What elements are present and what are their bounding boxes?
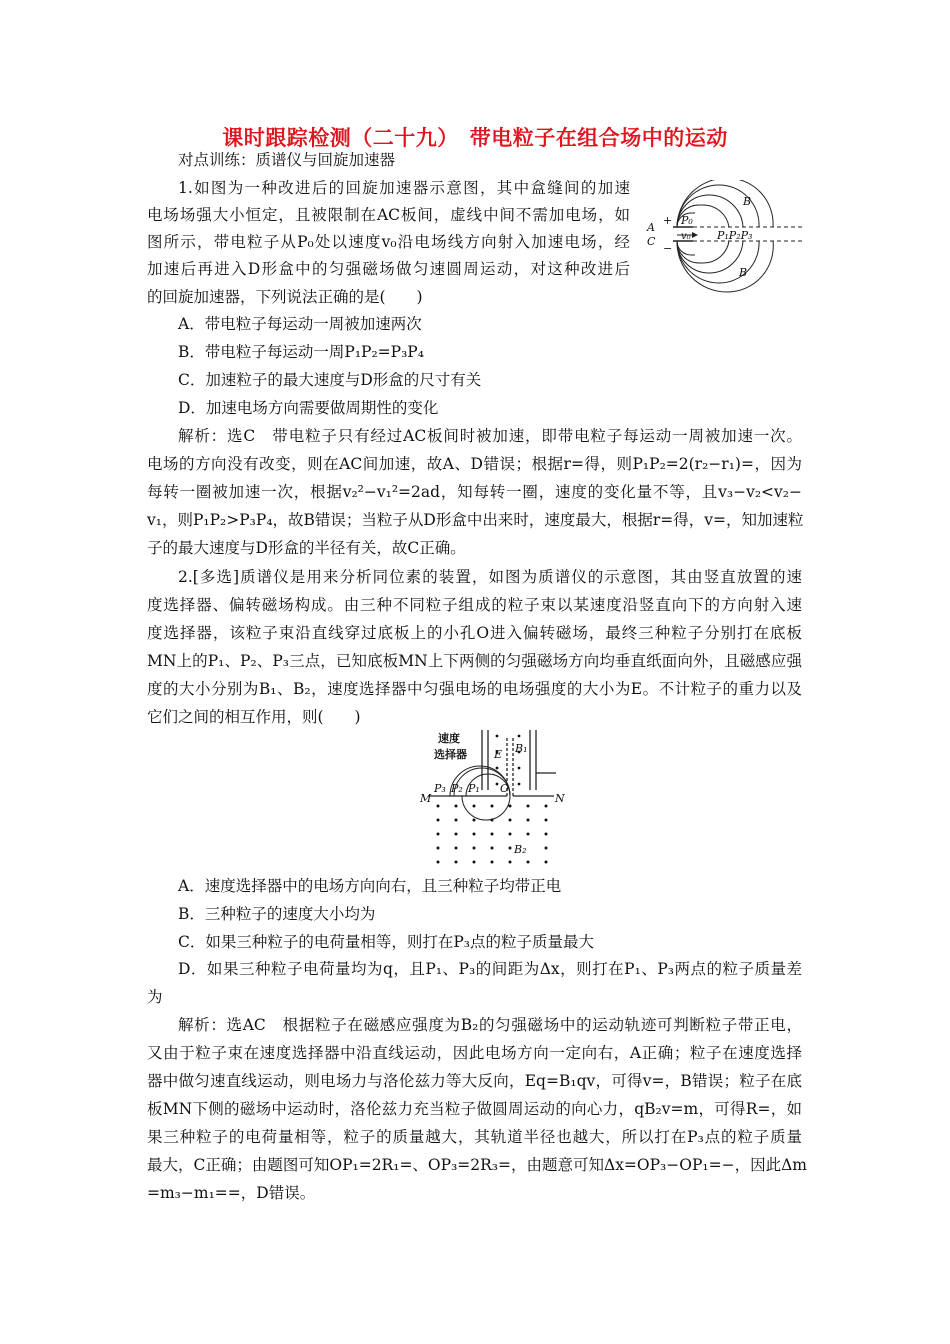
field-dot: [473, 819, 476, 822]
field-dot: [437, 847, 440, 850]
field-dot: [545, 861, 548, 864]
label-P2: P₂: [451, 782, 463, 795]
field-dot: [437, 833, 440, 836]
q2-analysis-7: =m₃−m₁==，D错误。: [147, 1184, 316, 1202]
q2-option-a: A．速度选择器中的电场方向向右，且三种粒子均带正电: [178, 877, 562, 895]
field-dot: [527, 861, 530, 864]
field-dot: [455, 833, 458, 836]
field-dot: [509, 861, 512, 864]
field-dot: [455, 805, 458, 808]
label-P1: P₁: [468, 782, 480, 795]
q1-analysis-5: 子的最大速度与D形盒的半径有关，故C正确。: [147, 539, 466, 557]
section-heading: 对点训练：质谱仪与回旋加速器: [178, 151, 396, 169]
q2-line-1: 2.[多选]质谱仪是用来分析同位素的装置，如图为质谱仪的示意图，其由竖直放置的速: [178, 568, 802, 586]
label-selector: 速度: [438, 732, 460, 745]
q1-analysis-1: 解析：选C 带电粒子只有经过AC板间时被加速，即带电粒子每运动一周被加速一次。: [178, 427, 802, 445]
q1-option-a: A．带电粒子每运动一周被加速两次: [178, 315, 422, 333]
q1-option-c: C．加速粒子的最大速度与D形盒的尺寸有关: [178, 371, 482, 389]
q1-line-5: 的回旋加速器，下列说法正确的是( ): [147, 288, 423, 306]
field-dot: [455, 861, 458, 864]
q1-option-d: D．加速电场方向需要做周期性的变化: [178, 399, 439, 417]
field-dot: [509, 847, 512, 850]
label-minus: −: [663, 242, 673, 255]
field-dot: [527, 819, 530, 822]
label-selector-2: 选择器: [434, 748, 467, 761]
field-dot: [509, 819, 512, 822]
label-plus: +: [663, 214, 673, 227]
field-dot: [437, 819, 440, 822]
page-title: 课时跟踪检测（二十九） 带电粒子在组合场中的运动: [222, 126, 728, 150]
mass-spectrometer-diagram: [418, 728, 578, 866]
label-C: C: [647, 235, 656, 248]
q2-option-c: C．如果三种粒子的电荷量相等，则打在P₃点的粒子质量最大: [178, 933, 595, 951]
field-dot: [509, 833, 512, 836]
field-dot: [473, 847, 476, 850]
field-dot: [545, 805, 548, 808]
q1-analysis-2: 电场的方向没有改变，则在AC间加速，故A、D错误；根据r=得，则P₁P₂=2(r₂−r₁)=，因为: [147, 455, 802, 473]
q2-option-d-cont: 为: [147, 988, 163, 1006]
label-E: E: [494, 748, 503, 761]
q1-line-3: 图所示，带电粒子从P₀处以速度v₀沿电场线方向射入加速电场，经: [147, 233, 630, 251]
cyclotron-diagram: [643, 180, 805, 298]
label-A: A: [647, 221, 655, 234]
field-dot: [509, 805, 512, 808]
field-dot: [527, 805, 530, 808]
q2-option-d: D．如果三种粒子电荷量均为q，且P₁、P₃的间距为Δx，则打在P₁、P₃两点的粒子质量差: [178, 960, 802, 978]
q2-line-4: MN上的P₁、P₂、P₃三点，已知底板MN上下两侧的匀强磁场方向均垂直纸面向外，且磁感应强: [147, 652, 802, 670]
label-P3: P₃: [434, 782, 446, 795]
field-dot: [437, 805, 440, 808]
q2-analysis-4: 板MN下侧的磁场中运动时，洛伦兹力充当粒子做圆周运动的向心力，qB₂v=m，可得R=，如: [147, 1100, 802, 1118]
q1-line-4: 加速后再进入D形盒中的匀强磁场做匀速圆周运动，对这种改进后: [147, 260, 630, 278]
field-dot: [545, 833, 548, 836]
label-O: O: [500, 782, 510, 795]
field-dot: [473, 805, 476, 808]
q1-line-1: 1.如图为一种改进后的回旋加速器示意图，其中盒缝间的加速: [178, 179, 630, 197]
field-dot: [473, 833, 476, 836]
q2-analysis-6: 最大，C正确；由题图可知OP₁=2R₁=、OP₃=2R₃=，由题意可知Δx=OP₃−OP₁=−，因此Δm: [147, 1156, 807, 1174]
field-dot: [545, 847, 548, 850]
field-dot: [491, 819, 494, 822]
label-B2: B₂: [514, 843, 527, 856]
field-dot: [527, 833, 530, 836]
label-B-top: B: [743, 195, 752, 208]
field-dot: [491, 805, 494, 808]
field-dot: [437, 861, 440, 864]
q2-line-2: 度选择器、偏转磁场构成。由三种不同粒子组成的粒子束以某速度沿竖直向下的方向射入速: [147, 596, 802, 614]
field-dot: [545, 819, 548, 822]
label-N: N: [555, 792, 565, 805]
field-dot: [491, 847, 494, 850]
q1-option-b: B．带电粒子每运动一周P₁P₂=P₃P₄: [178, 343, 424, 361]
field-dot: [455, 847, 458, 850]
field-dot: [455, 819, 458, 822]
label-v0: v₀: [681, 231, 691, 242]
q2-line-3: 度选择器，该粒子束沿直线穿过底板上的小孔O进入偏转磁场，最终三种粒子分别打在底板: [147, 624, 802, 642]
q2-analysis-2: 又由于粒子束在速度选择器中沿直线运动，因此电场方向一定向右，A正确；粒子在速度选择: [147, 1044, 802, 1062]
q2-analysis-1: 解析：选AC 根据粒子在磁感应强度为B₂的匀强磁场中的运动轨迹可判断粒子带正电，: [178, 1016, 802, 1034]
q2-analysis-3: 器中做匀速直线运动，则电场力与洛伦兹力等大反向，Eq=B₁qv，可得v=，B错误；粒子在底: [147, 1072, 802, 1090]
q2-line-5: 度的大小分别为B₁、B₂，速度选择器中匀强电场的电场强度的大小为E。不计粒子的重力以及: [147, 680, 802, 698]
q2-analysis-5: 果三种粒子的电荷量相等，粒子的质量越大，其轨道半径也越大，所以打在P₃点的粒子质量: [147, 1128, 802, 1146]
label-P123: P₁P₂P₃: [717, 229, 753, 242]
field-dot: [491, 861, 494, 864]
label-B1: B₁: [515, 742, 528, 755]
q1-analysis-3: 每转一圈被加速一次，根据v₂²−v₁²=2ad，知每转一圈，速度的变化量不等，且v₃−v₂<v₂−: [147, 483, 802, 501]
label-B-bottom: B: [739, 266, 748, 279]
q1-analysis-4: v₁，则P₁P₂>P₃P₄，故B错误；当粒子从D形盒中出来时，速度最大，根据r=得，v=，知加速粒: [147, 511, 804, 529]
label-M: M: [420, 792, 432, 805]
field-dot: [473, 861, 476, 864]
q2-line-6: 它们之间的相互作用，则( ): [147, 708, 361, 726]
q1-line-2: 电场场强大小恒定，且被限制在AC板间，虚线中间不需加电场，如: [147, 206, 630, 224]
field-dot: [491, 833, 494, 836]
label-P0: P₀: [681, 214, 693, 227]
q2-option-b: B．三种粒子的速度大小均为: [178, 905, 376, 923]
